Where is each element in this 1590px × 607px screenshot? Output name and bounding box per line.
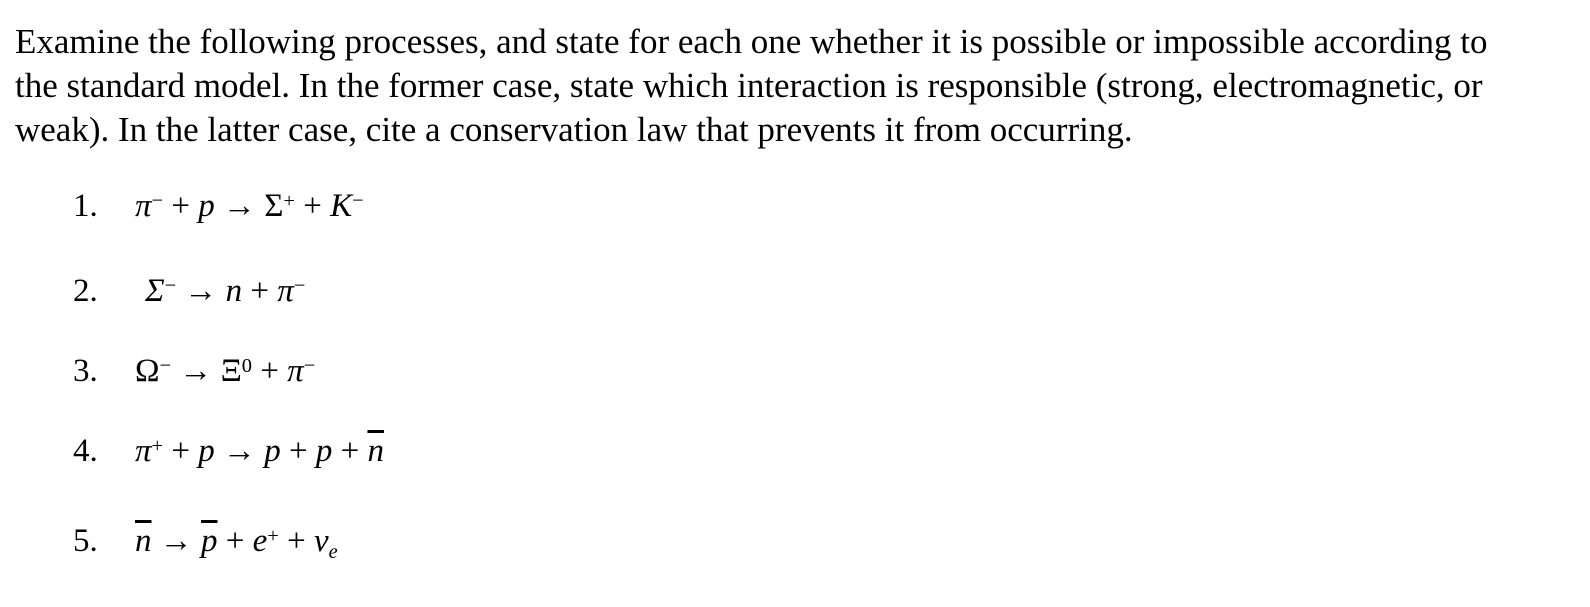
item-number: 5. [73, 523, 98, 559]
item-number: 1. [73, 188, 98, 224]
statement-line: Examine the following processes, and state for each one whether it is possible or impossible according to [15, 22, 1488, 61]
item-number: 4. [73, 433, 98, 469]
process-equation: $\Omega^- \to \Xi^0 + \pi^-$ [135, 353, 316, 389]
process-equation: $\pi^+ + p \to p + p + \overline{n}$ [135, 433, 384, 469]
statement-line: the standard model. In the former case, state which interaction is responsible (strong, electromagnetic, or [15, 66, 1483, 105]
item-number: 2. [73, 273, 98, 309]
process-equation: $\overline{n} \to \overline{p} + e^+ + \nu_e$ [135, 523, 338, 564]
statement-line: weak). In the latter case, cite a conservation law that prevents it from occurring. [15, 110, 1133, 149]
item-number: 3. [73, 353, 98, 389]
problem-statement [15, 20, 1560, 152]
process-equation: Σ− → n + π− [145, 273, 306, 309]
process-equation: π− + p → Σ+ + K− [135, 188, 364, 224]
